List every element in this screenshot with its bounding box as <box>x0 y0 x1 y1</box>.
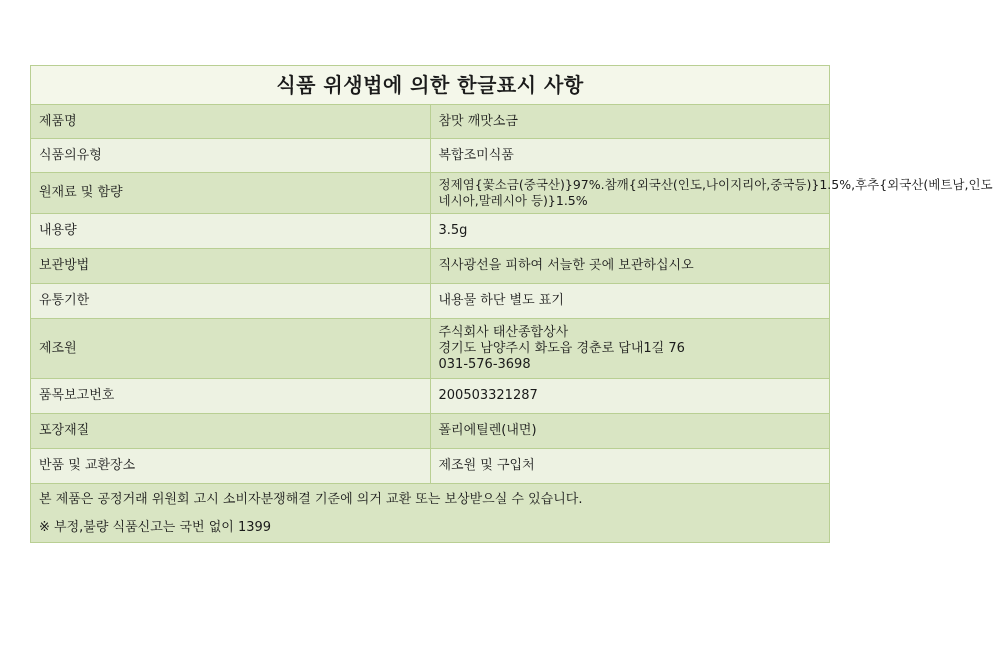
value-line: 복합조미식품 <box>438 147 514 163</box>
table-row <box>31 449 830 484</box>
notice-row <box>31 484 830 543</box>
table-row <box>31 319 830 379</box>
row-key-net-content: 내용량 <box>31 214 431 249</box>
value-line: 직사광선을 피하여 서늘한 곳에 보관하십시오 <box>438 258 694 273</box>
row-value-net-content <box>430 214 830 249</box>
label-title: 식품 위생법에 의한 한글표시 사항 <box>31 66 830 105</box>
value-line: 네시아,말레시아 등)}1.5% <box>438 193 588 208</box>
row-key-report-number: 품목보고번호 <box>31 379 431 414</box>
row-value-report-number <box>430 379 830 414</box>
row-value-food-type <box>430 139 830 173</box>
table-row <box>31 249 830 284</box>
row-key-return-place: 반품 및 교환장소 <box>31 449 431 484</box>
row-value-product-name <box>430 105 830 139</box>
row-key-manufacturer: 제조원 <box>31 319 431 379</box>
value-line: 031-576-3698 <box>438 356 531 372</box>
row-value-storage <box>430 249 830 284</box>
table-row <box>31 414 830 449</box>
value-line: 제조원 및 구입처 <box>438 458 535 473</box>
value-line: 200503321287 <box>438 388 538 403</box>
notice-spacer <box>39 508 821 520</box>
row-key-food-type: 식품의유형 <box>31 139 431 173</box>
row-value-expiry <box>430 284 830 319</box>
row-key-expiry: 유통기한 <box>31 284 431 319</box>
notice-report-hotline: ※ 부정,불량 식품신고는 국번 없이 1399 <box>39 520 272 535</box>
value-line: 3.5g <box>438 223 468 238</box>
notice-cell <box>31 484 830 543</box>
notice-exchange: 본 제품은 공정거래 위원회 고시 소비자분쟁해결 기준에 의거 교환 또는 보상받으실 수 있습니다. <box>39 492 583 507</box>
value-line: 경기도 남양주시 화도읍 경춘로 답내1길 76 <box>438 340 685 356</box>
table-row <box>31 284 830 319</box>
row-key-packaging: 포장재질 <box>31 414 431 449</box>
row-value-packaging <box>430 414 830 449</box>
row-value-ingredients <box>430 173 993 214</box>
food-label-table <box>30 65 993 543</box>
row-key-ingredients: 원재료 및 함량 <box>31 173 431 214</box>
row-value-return-place <box>430 449 830 484</box>
value-line: 폴리에틸렌(내면) <box>438 423 537 438</box>
row-key-product-name: 제품명 <box>31 105 431 139</box>
table-row <box>31 173 830 214</box>
row-value-manufacturer <box>430 319 830 379</box>
row-key-storage: 보관방법 <box>31 249 431 284</box>
table-row <box>31 379 830 414</box>
value-line: 참맛 깨맛소금 <box>438 113 518 129</box>
value-line: 내용물 하단 별도 표기 <box>438 293 564 308</box>
value-line: 정제염{꽃소금(중국산)}97%.참깨{외국산(인도,나이지리아,중국등)}1.5%,후추{외국산(베트남,인도 <box>438 177 993 192</box>
table-row <box>31 105 830 139</box>
table-row <box>31 214 830 249</box>
title-row <box>31 66 830 105</box>
table-row <box>31 139 830 173</box>
value-line: 주식회사 태산종합상사 <box>438 324 569 340</box>
